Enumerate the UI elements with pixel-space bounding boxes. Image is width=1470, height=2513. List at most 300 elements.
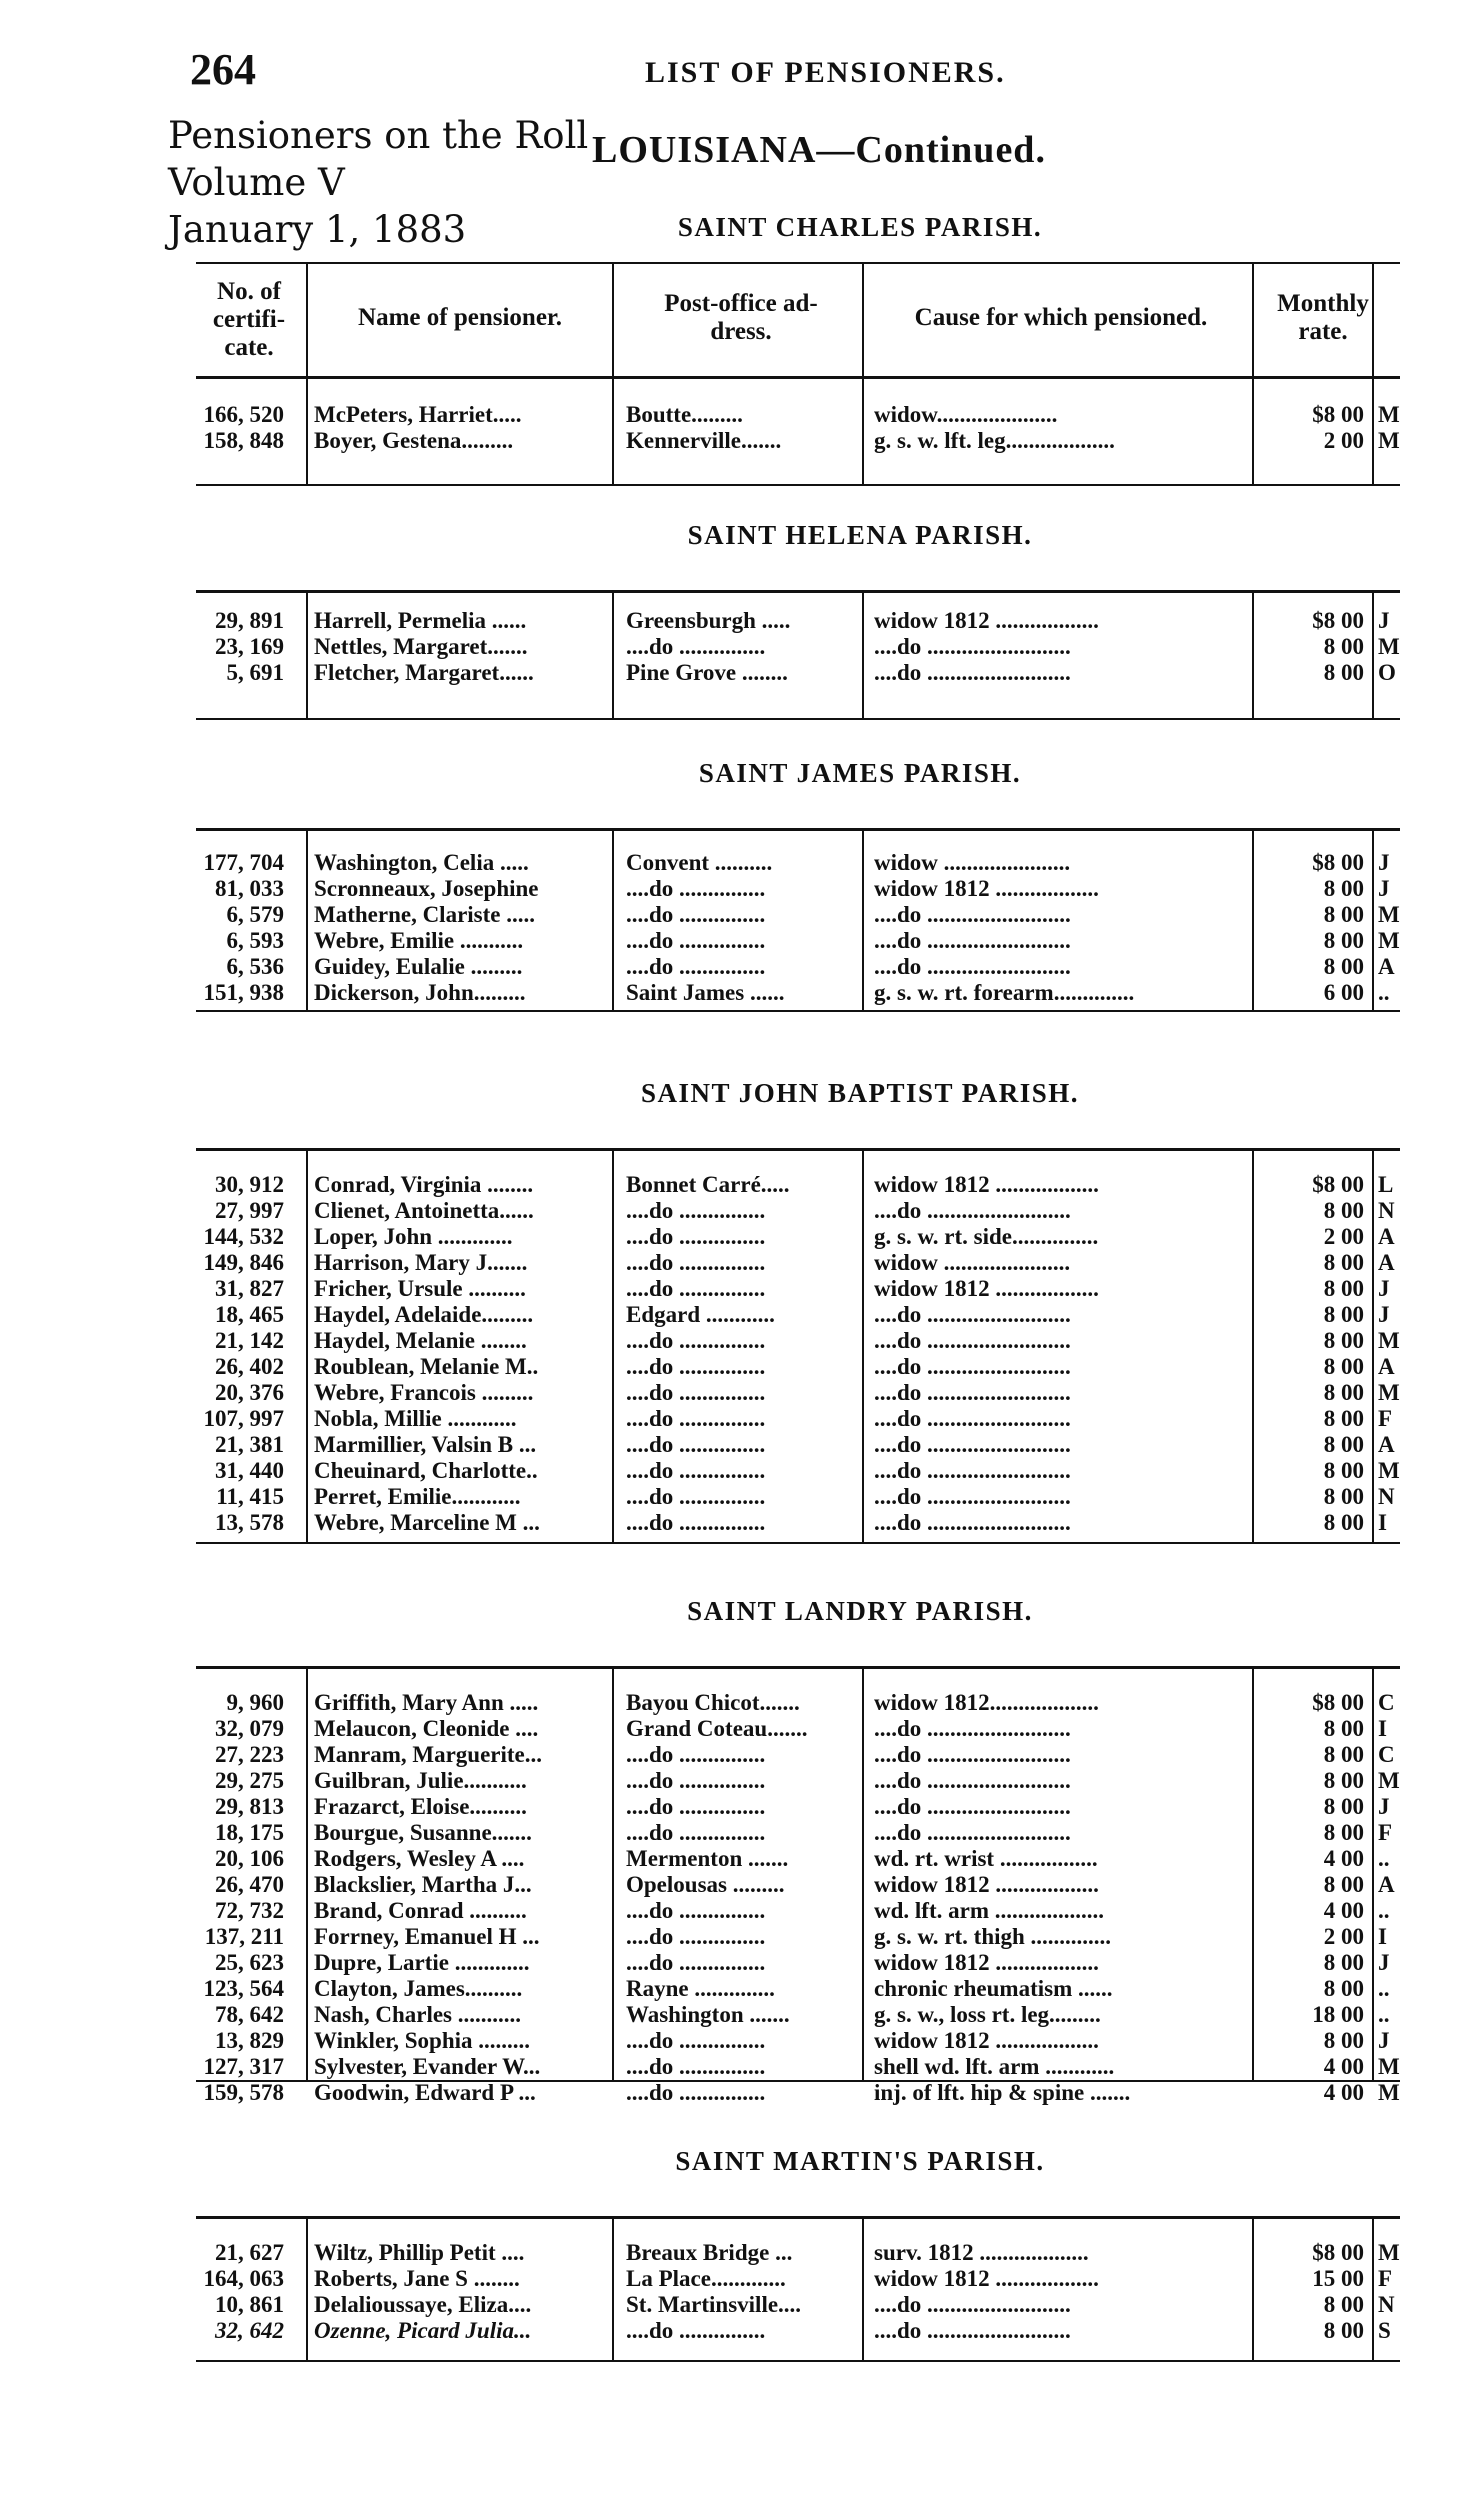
certificate-number: 29, 813 bbox=[215, 1794, 284, 1819]
post-office: ....do ............... bbox=[626, 1276, 766, 1301]
parish-heading: SAINT HELENA PARISH. bbox=[687, 520, 1033, 550]
certificate-number: 31, 827 bbox=[215, 1276, 284, 1301]
table-row bbox=[0, 902, 1470, 927]
certificate-number: 72, 732 bbox=[215, 1898, 284, 1923]
post-office: Washington ....... bbox=[626, 2002, 790, 2027]
pensioner-name: Forrney, Emanuel H ... bbox=[314, 1924, 540, 1949]
post-office: ....do ............... bbox=[626, 1250, 766, 1275]
table-row bbox=[0, 1354, 1470, 1379]
table-row bbox=[0, 1898, 1470, 1923]
table-row bbox=[0, 1690, 1470, 1715]
pensioner-name: Manram, Marguerite... bbox=[314, 1742, 543, 1767]
pensioner-name: Roberts, Jane S ........ bbox=[314, 2266, 520, 2291]
monthly-rate: 8 00 bbox=[1323, 1716, 1364, 1741]
pension-cause: ....do ......................... bbox=[874, 1354, 1071, 1379]
pensioner-name: Harrell, Permelia ...... bbox=[314, 608, 527, 633]
monthly-rate: 6 00 bbox=[1323, 980, 1364, 1005]
pensioner-name: Boyer, Gestena......... bbox=[314, 428, 514, 453]
monthly-rate: 8 00 bbox=[1323, 2292, 1364, 2317]
table-row bbox=[0, 1406, 1470, 1431]
post-office: Greensburgh ..... bbox=[626, 608, 791, 633]
pensioner-name: Washington, Celia ..... bbox=[314, 850, 529, 875]
pensioner-name: Guidey, Eulalie ......... bbox=[314, 954, 523, 979]
certificate-number: 29, 891 bbox=[215, 608, 284, 633]
post-office: Convent .......... bbox=[626, 850, 773, 875]
pension-cause: ....do ......................... bbox=[874, 1198, 1071, 1223]
truncated-column: J bbox=[1378, 1950, 1390, 1975]
monthly-rate: 8 00 bbox=[1323, 1406, 1364, 1431]
parish-heading: SAINT CHARLES PARISH. bbox=[677, 212, 1043, 242]
pensioner-name: Webre, Marceline M ... bbox=[314, 1510, 540, 1535]
certificate-number: 166, 520 bbox=[203, 402, 284, 427]
post-office: Bayou Chicot....... bbox=[626, 1690, 800, 1715]
table-row bbox=[0, 1794, 1470, 1819]
pensioner-name: Guilbran, Julie........... bbox=[314, 1768, 527, 1793]
column-header-rate: Monthly rate. bbox=[1277, 290, 1369, 345]
monthly-rate: 8 00 bbox=[1323, 660, 1364, 685]
post-office: Rayne .............. bbox=[626, 1976, 775, 2001]
monthly-rate: 8 00 bbox=[1323, 1302, 1364, 1327]
post-office: ....do ............... bbox=[626, 1924, 766, 1949]
table-row bbox=[0, 2292, 1470, 2317]
pensioner-name: Nettles, Margaret....... bbox=[314, 634, 528, 659]
truncated-column: A bbox=[1378, 1354, 1395, 1379]
post-office: ....do ............... bbox=[626, 1484, 766, 1509]
post-office: ....do ............... bbox=[626, 1768, 766, 1793]
truncated-column: M bbox=[1378, 402, 1400, 427]
pensioner-name: Blackslier, Martha J... bbox=[314, 1872, 532, 1897]
monthly-rate: 8 00 bbox=[1323, 1742, 1364, 1767]
post-office: ....do ............... bbox=[626, 1458, 766, 1483]
truncated-column: M bbox=[1378, 634, 1400, 659]
table-row bbox=[0, 1432, 1470, 1457]
monthly-rate: 8 00 bbox=[1323, 1354, 1364, 1379]
truncated-column: .. bbox=[1378, 2002, 1390, 2027]
pensioner-name: Griffith, Mary Ann ..... bbox=[314, 1690, 539, 1715]
certificate-number: 6, 536 bbox=[226, 954, 284, 979]
table-row bbox=[0, 1302, 1470, 1327]
certificate-number: 151, 938 bbox=[203, 980, 284, 1005]
certificate-number: 26, 470 bbox=[215, 1872, 284, 1897]
pension-cause: ....do ......................... bbox=[874, 1794, 1071, 1819]
post-office: ....do ............... bbox=[626, 2028, 766, 2053]
post-office: Pine Grove ........ bbox=[626, 660, 788, 685]
monthly-rate: 8 00 bbox=[1323, 1250, 1364, 1275]
truncated-column: J bbox=[1378, 1302, 1390, 1327]
pension-cause: widow 1812 .................. bbox=[874, 1872, 1099, 1897]
parish-heading: SAINT LANDRY PARISH. bbox=[687, 1596, 1033, 1626]
certificate-number: 21, 627 bbox=[215, 2240, 284, 2265]
monthly-rate: 4 00 bbox=[1323, 1846, 1364, 1871]
table-row bbox=[0, 2028, 1470, 2053]
truncated-column: A bbox=[1378, 1250, 1395, 1275]
monthly-rate: 2 00 bbox=[1323, 428, 1364, 453]
post-office: Edgard ............ bbox=[626, 1302, 775, 1327]
section-top-rule bbox=[196, 828, 1400, 831]
parish-heading: SAINT JAMES PARISH. bbox=[698, 758, 1022, 788]
parish-heading: SAINT MARTIN'S PARISH. bbox=[675, 2146, 1045, 2176]
monthly-rate: 8 00 bbox=[1323, 1432, 1364, 1457]
truncated-column: O bbox=[1378, 660, 1396, 685]
pension-cause: g. s. w. rt. forearm.............. bbox=[874, 980, 1135, 1005]
monthly-rate: 8 00 bbox=[1323, 1794, 1364, 1819]
table-row bbox=[0, 1458, 1470, 1483]
certificate-number: 20, 376 bbox=[215, 1380, 284, 1405]
table-row bbox=[0, 2240, 1470, 2265]
pensioner-name: Goodwin, Edward P ... bbox=[314, 2080, 536, 2105]
pension-cause: chronic rheumatism ...... bbox=[874, 1976, 1113, 2001]
truncated-column: M bbox=[1378, 1380, 1400, 1405]
column-header-certificate: No. of certifi- cate. bbox=[212, 278, 286, 361]
pension-cause: g. s. w. lft. leg................... bbox=[874, 428, 1115, 453]
pension-cause: wd. lft. arm ................... bbox=[874, 1898, 1104, 1923]
table-row bbox=[0, 1924, 1470, 1949]
table-row bbox=[0, 660, 1470, 685]
monthly-rate: 8 00 bbox=[1323, 1380, 1364, 1405]
certificate-number: 21, 381 bbox=[215, 1432, 284, 1457]
monthly-rate: 4 00 bbox=[1323, 2054, 1364, 2079]
pension-cause: surv. 1812 ................... bbox=[874, 2240, 1089, 2265]
truncated-column: A bbox=[1378, 1432, 1395, 1457]
monthly-rate: 8 00 bbox=[1323, 1328, 1364, 1353]
truncated-column: J bbox=[1378, 850, 1390, 875]
post-office: ....do ............... bbox=[626, 1380, 766, 1405]
certificate-number: 23, 169 bbox=[215, 634, 284, 659]
certificate-number: 144, 532 bbox=[203, 1224, 284, 1249]
section-top-rule bbox=[196, 590, 1400, 593]
post-office: ....do ............... bbox=[626, 634, 766, 659]
pension-cause: ....do ......................... bbox=[874, 1820, 1071, 1845]
pensioner-name: Fletcher, Margaret...... bbox=[314, 660, 534, 685]
truncated-column: N bbox=[1378, 1484, 1395, 1509]
table-row bbox=[0, 402, 1470, 427]
post-office: Boutte......... bbox=[626, 402, 743, 427]
post-office: ....do ............... bbox=[626, 928, 766, 953]
table-row bbox=[0, 1198, 1470, 1223]
truncated-column: M bbox=[1378, 2080, 1400, 2105]
truncated-column: N bbox=[1378, 1198, 1395, 1223]
table-row bbox=[0, 850, 1470, 875]
section-bottom-rule bbox=[196, 718, 1400, 720]
truncated-column: J bbox=[1378, 1794, 1390, 1819]
certificate-number: 25, 623 bbox=[215, 1950, 284, 1975]
pension-cause: ....do ......................... bbox=[874, 1302, 1071, 1327]
certificate-number: 123, 564 bbox=[203, 1976, 284, 2001]
table-row bbox=[0, 634, 1470, 659]
certificate-number: 27, 223 bbox=[215, 1742, 284, 1767]
post-office: St. Martinsville.... bbox=[626, 2292, 802, 2317]
pension-cause: widow ...................... bbox=[874, 850, 1071, 875]
pensioner-name: Clienet, Antoinetta...... bbox=[314, 1198, 534, 1223]
table-row bbox=[0, 1976, 1470, 2001]
pension-cause: widow 1812 .................. bbox=[874, 1276, 1099, 1301]
pension-cause: g. s. w. rt. side............... bbox=[874, 1224, 1099, 1249]
table-header-top-rule bbox=[196, 262, 1400, 264]
truncated-column: A bbox=[1378, 954, 1395, 979]
table-row bbox=[0, 1768, 1470, 1793]
truncated-column: J bbox=[1378, 876, 1390, 901]
pension-cause: widow 1812 .................. bbox=[874, 1950, 1099, 1975]
table-row bbox=[0, 1510, 1470, 1535]
certificate-number: 20, 106 bbox=[215, 1846, 284, 1871]
roll-note-line-1: Pensioners on the Roll bbox=[168, 114, 589, 157]
post-office: Saint James ...... bbox=[626, 980, 785, 1005]
pensioner-name: Cheuinard, Charlotte.. bbox=[314, 1458, 538, 1483]
certificate-number: 107, 997 bbox=[203, 1406, 284, 1431]
pensioner-name: Haydel, Adelaide......... bbox=[314, 1302, 534, 1327]
pension-cause: g. s. w. rt. thigh .............. bbox=[874, 1924, 1112, 1949]
section-bottom-rule bbox=[196, 1542, 1400, 1544]
pension-cause: ....do ......................... bbox=[874, 1716, 1071, 1741]
truncated-column: M bbox=[1378, 1768, 1400, 1793]
monthly-rate: 8 00 bbox=[1323, 1950, 1364, 1975]
truncated-column: .. bbox=[1378, 1898, 1390, 1923]
monthly-rate: 4 00 bbox=[1323, 1898, 1364, 1923]
pension-cause: shell wd. lft. arm ............ bbox=[874, 2054, 1115, 2079]
pensioner-name: Clayton, James.......... bbox=[314, 1976, 523, 2001]
pension-cause: ....do ......................... bbox=[874, 2318, 1071, 2343]
truncated-column: F bbox=[1378, 1820, 1393, 1845]
roll-note-line-2: Volume V bbox=[168, 161, 345, 204]
pensioner-name: Brand, Conrad .......... bbox=[314, 1898, 527, 1923]
monthly-rate: $8 00 bbox=[1312, 402, 1364, 427]
section-top-rule bbox=[196, 2216, 1400, 2219]
truncated-column: .. bbox=[1378, 1976, 1390, 2001]
monthly-rate: 8 00 bbox=[1323, 1276, 1364, 1301]
monthly-rate: 8 00 bbox=[1323, 1484, 1364, 1509]
monthly-rate: 18 00 bbox=[1312, 2002, 1364, 2027]
post-office: Bonnet Carré..... bbox=[626, 1172, 790, 1197]
post-office: ....do ............... bbox=[626, 2318, 766, 2343]
truncated-column: A bbox=[1378, 1224, 1395, 1249]
table-row bbox=[0, 928, 1470, 953]
monthly-rate: 2 00 bbox=[1323, 1224, 1364, 1249]
truncated-column: C bbox=[1378, 1742, 1395, 1767]
truncated-column: .. bbox=[1378, 980, 1390, 1005]
table-row bbox=[0, 1846, 1470, 1871]
certificate-number: 5, 691 bbox=[226, 660, 284, 685]
table-row bbox=[0, 2002, 1470, 2027]
pension-cause: ....do ......................... bbox=[874, 1458, 1071, 1483]
table-row bbox=[0, 428, 1470, 453]
certificate-number: 30, 912 bbox=[215, 1172, 284, 1197]
table-row bbox=[0, 1172, 1470, 1197]
pension-cause: ....do ......................... bbox=[874, 1768, 1071, 1793]
truncated-column: J bbox=[1378, 2028, 1390, 2053]
table-row bbox=[0, 2080, 1470, 2105]
pension-cause: widow..................... bbox=[874, 402, 1058, 427]
table-row bbox=[0, 1276, 1470, 1301]
pensioner-name: Fricher, Ursule .......... bbox=[314, 1276, 526, 1301]
post-office: ....do ............... bbox=[626, 876, 766, 901]
truncated-column: C bbox=[1378, 1690, 1395, 1715]
table-row bbox=[0, 980, 1470, 1005]
post-office: Opelousas ......... bbox=[626, 1872, 785, 1897]
pensioner-name: Sylvester, Evander W... bbox=[314, 2054, 541, 2079]
pension-cause: ....do ......................... bbox=[874, 1406, 1071, 1431]
post-office: ....do ............... bbox=[626, 1794, 766, 1819]
monthly-rate: 4 00 bbox=[1323, 2080, 1364, 2105]
section-bottom-rule bbox=[196, 2360, 1400, 2362]
pension-cause: ....do ......................... bbox=[874, 1380, 1071, 1405]
table-row bbox=[0, 954, 1470, 979]
certificate-number: 6, 579 bbox=[226, 902, 284, 927]
certificate-number: 81, 033 bbox=[215, 876, 284, 901]
roll-note-line-3: January 1, 1883 bbox=[168, 208, 467, 251]
monthly-rate: $8 00 bbox=[1312, 1172, 1364, 1197]
pension-cause: g. s. w., loss rt. leg......... bbox=[874, 2002, 1101, 2027]
column-header-cause: Cause for which pensioned. bbox=[914, 304, 1208, 331]
table-row bbox=[0, 1716, 1470, 1741]
table-row bbox=[0, 1484, 1470, 1509]
monthly-rate: 8 00 bbox=[1323, 2318, 1364, 2343]
pension-cause: ....do ......................... bbox=[874, 1742, 1071, 1767]
truncated-column: M bbox=[1378, 2054, 1400, 2079]
pension-cause: widow 1812 .................. bbox=[874, 2266, 1099, 2291]
monthly-rate: $8 00 bbox=[1312, 850, 1364, 875]
truncated-column: I bbox=[1378, 1924, 1387, 1949]
certificate-number: 32, 079 bbox=[215, 1716, 284, 1741]
table-row bbox=[0, 1224, 1470, 1249]
pensioner-name: Roublean, Melanie M.. bbox=[314, 1354, 539, 1379]
truncated-column: M bbox=[1378, 928, 1400, 953]
monthly-rate: 8 00 bbox=[1323, 876, 1364, 901]
post-office: ....do ............... bbox=[626, 1820, 766, 1845]
post-office: ....do ............... bbox=[626, 1950, 766, 1975]
pensioner-name: Haydel, Melanie ........ bbox=[314, 1328, 527, 1353]
pensioner-name: Nobla, Millie ............ bbox=[314, 1406, 517, 1431]
table-row bbox=[0, 1950, 1470, 1975]
page-number: 264 bbox=[190, 45, 256, 94]
table-row bbox=[0, 1250, 1470, 1275]
table-row bbox=[0, 1380, 1470, 1405]
certificate-number: 27, 997 bbox=[215, 1198, 284, 1223]
post-office: ....do ............... bbox=[626, 2054, 766, 2079]
certificate-number: 18, 465 bbox=[215, 1302, 284, 1327]
section-bottom-rule bbox=[196, 1010, 1400, 1012]
table-row bbox=[0, 1872, 1470, 1897]
truncated-column: M bbox=[1378, 1328, 1400, 1353]
monthly-rate: 8 00 bbox=[1323, 1768, 1364, 1793]
pension-cause: wd. rt. wrist ................. bbox=[874, 1846, 1098, 1871]
post-office: La Place............. bbox=[626, 2266, 786, 2291]
pension-cause: ....do ......................... bbox=[874, 928, 1071, 953]
truncated-column: .. bbox=[1378, 1846, 1390, 1871]
pension-cause: ....do ......................... bbox=[874, 1432, 1071, 1457]
section-bottom-rule bbox=[196, 484, 1400, 486]
certificate-number: 21, 142 bbox=[215, 1328, 284, 1353]
post-office: ....do ............... bbox=[626, 954, 766, 979]
pensioner-name: Rodgers, Wesley A .... bbox=[314, 1846, 525, 1871]
truncated-column: M bbox=[1378, 2240, 1400, 2265]
pension-cause: widow 1812 .................. bbox=[874, 608, 1099, 633]
truncated-column: L bbox=[1378, 1172, 1394, 1197]
table-header-bottom-rule bbox=[196, 376, 1400, 379]
certificate-number: 10, 861 bbox=[215, 2292, 284, 2317]
certificate-number: 9, 960 bbox=[226, 1690, 284, 1715]
pensioner-name: Frazarct, Eloise.......... bbox=[314, 1794, 527, 1819]
pension-cause: widow 1812 .................. bbox=[874, 1172, 1099, 1197]
pension-cause: ....do ......................... bbox=[874, 2292, 1071, 2317]
post-office: ....do ............... bbox=[626, 2080, 766, 2105]
post-office: ....do ............... bbox=[626, 1224, 766, 1249]
pension-cause: widow 1812 .................. bbox=[874, 876, 1099, 901]
pensioner-name: Perret, Emilie............ bbox=[314, 1484, 521, 1509]
certificate-number: 127, 317 bbox=[203, 2054, 284, 2079]
certificate-number: 149, 846 bbox=[203, 1250, 284, 1275]
table-row bbox=[0, 2054, 1470, 2079]
certificate-number: 31, 440 bbox=[215, 1458, 284, 1483]
truncated-column: S bbox=[1378, 2318, 1391, 2343]
table-row bbox=[0, 1742, 1470, 1767]
truncated-column: I bbox=[1378, 1716, 1387, 1741]
parish-heading: SAINT JOHN BAPTIST PARISH. bbox=[640, 1078, 1080, 1108]
table-row bbox=[0, 1328, 1470, 1353]
monthly-rate: 8 00 bbox=[1323, 902, 1364, 927]
table-row bbox=[0, 1820, 1470, 1845]
pensioner-name: Webre, Emilie ........... bbox=[314, 928, 524, 953]
pensioner-name: Nash, Charles ........... bbox=[314, 2002, 522, 2027]
certificate-number: 159, 578 bbox=[203, 2080, 284, 2105]
pensioner-name: Ozenne, Picard Julia... bbox=[314, 2318, 532, 2343]
pensioner-name: Bourgue, Susanne....... bbox=[314, 1820, 532, 1845]
pensioner-name: Matherne, Clariste ..... bbox=[314, 902, 535, 927]
column-header-name: Name of pensioner. bbox=[358, 304, 562, 331]
monthly-rate: 8 00 bbox=[1323, 1458, 1364, 1483]
post-office: ....do ............... bbox=[626, 1510, 766, 1535]
pensioner-name: Marmillier, Valsin B ... bbox=[314, 1432, 537, 1457]
certificate-number: 13, 578 bbox=[215, 1510, 284, 1535]
monthly-rate: 8 00 bbox=[1323, 634, 1364, 659]
table-row bbox=[0, 2318, 1470, 2343]
monthly-rate: $8 00 bbox=[1312, 1690, 1364, 1715]
pensioner-name: Winkler, Sophia ......... bbox=[314, 2028, 531, 2053]
truncated-column: N bbox=[1378, 2292, 1395, 2317]
pensioner-name: Webre, Francois ......... bbox=[314, 1380, 534, 1405]
monthly-rate: $8 00 bbox=[1312, 2240, 1364, 2265]
pension-cause: ....do ......................... bbox=[874, 634, 1071, 659]
table-row bbox=[0, 876, 1470, 901]
post-office: ....do ............... bbox=[626, 1198, 766, 1223]
certificate-number: 78, 642 bbox=[215, 2002, 284, 2027]
post-office: Kennerville....... bbox=[626, 428, 782, 453]
monthly-rate: 8 00 bbox=[1323, 954, 1364, 979]
post-office: ....do ............... bbox=[626, 902, 766, 927]
running-title: LIST OF PENSIONERS. bbox=[645, 56, 1006, 89]
table-row bbox=[0, 608, 1470, 633]
certificate-number: 13, 829 bbox=[215, 2028, 284, 2053]
certificate-number: 11, 415 bbox=[216, 1484, 284, 1509]
post-office: ....do ............... bbox=[626, 1432, 766, 1457]
post-office: Grand Coteau....... bbox=[626, 1716, 808, 1741]
monthly-rate: 2 00 bbox=[1323, 1924, 1364, 1949]
monthly-rate: 8 00 bbox=[1323, 1198, 1364, 1223]
monthly-rate: $8 00 bbox=[1312, 608, 1364, 633]
certificate-number: 32, 642 bbox=[215, 2318, 284, 2343]
state-heading: LOUISIANA—Continued. bbox=[592, 129, 1046, 171]
pension-cause: widow ...................... bbox=[874, 1250, 1071, 1275]
truncated-column: A bbox=[1378, 1872, 1395, 1897]
post-office: Breaux Bridge ... bbox=[626, 2240, 793, 2265]
pension-cause: ....do ......................... bbox=[874, 660, 1071, 685]
section-top-rule bbox=[196, 1148, 1400, 1151]
truncated-column: F bbox=[1378, 2266, 1393, 2291]
post-office: ....do ............... bbox=[626, 1898, 766, 1923]
certificate-number: 29, 275 bbox=[215, 1768, 284, 1793]
post-office: Mermenton ....... bbox=[626, 1846, 789, 1871]
monthly-rate: 8 00 bbox=[1323, 1872, 1364, 1897]
monthly-rate: 8 00 bbox=[1323, 928, 1364, 953]
